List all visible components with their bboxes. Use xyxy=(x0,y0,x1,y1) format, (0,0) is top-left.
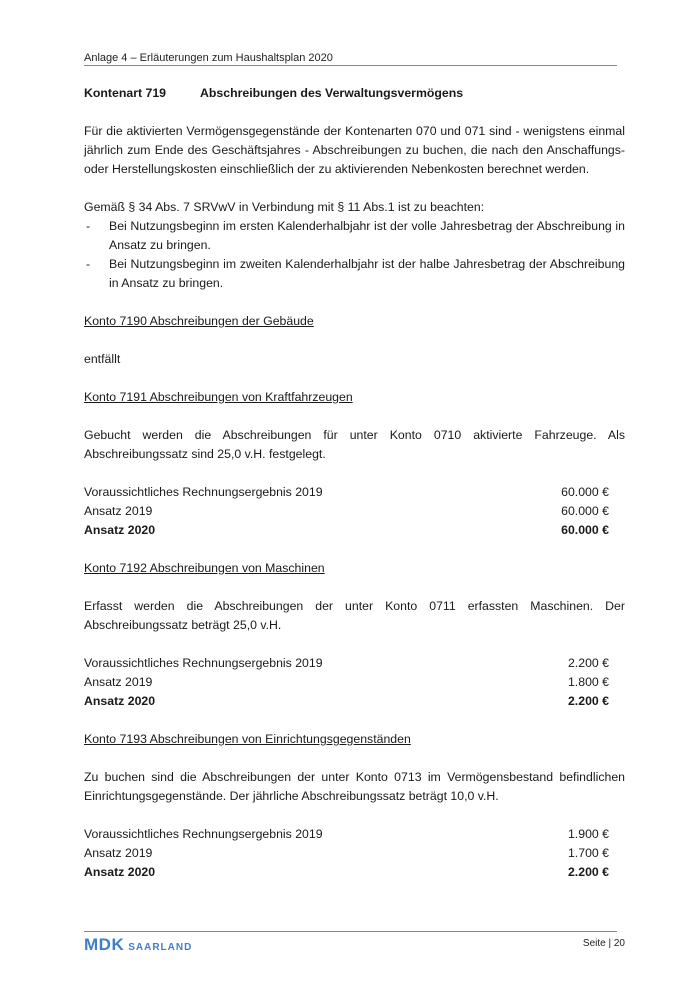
table-row: Ansatz 2019 1.700 € xyxy=(84,846,609,860)
table-row: Ansatz 2020 2.200 € xyxy=(84,865,609,879)
table-row: Voraussichtliches Rechnungsergebnis 2019 1.900 € xyxy=(84,827,609,841)
header-divider xyxy=(84,65,617,66)
kontenart-label: Kontenart 719 xyxy=(84,86,167,100)
table-row: Ansatz 2020 2.200 € xyxy=(84,694,609,708)
table-row: Voraussichtliches Rechnungsergebnis 2019 2.200 € xyxy=(84,656,609,670)
running-header: Anlage 4 – Erläuterungen zum Haushaltsplan 2020 xyxy=(84,52,333,64)
list-item: - Bei Nutzungsbeginn im zweiten Kalenderhalbjahr ist der halbe Jahresbetrag der Abschreibung in Ansatz zu bringen. xyxy=(86,257,625,290)
konto-7190-text: entfällt xyxy=(84,352,121,366)
konto-7190-heading: Konto 7190 Abschreibungen der Gebäude xyxy=(84,314,314,328)
footer-divider xyxy=(84,931,617,932)
table-row: Ansatz 2019 1.800 € xyxy=(84,675,609,689)
logo-sub-text: SAARLAND xyxy=(128,942,193,953)
rule-lead: Gemäß § 34 Abs. 7 SRVwV in Verbindung mit § 11 Abs.1 ist zu beachten: xyxy=(84,200,485,214)
konto-7191-heading: Konto 7191 Abschreibungen von Kraftfahrzeugen xyxy=(84,390,353,404)
list-item: - Bei Nutzungsbeginn im ersten Kalenderhalbjahr ist der volle Jahresbetrag der Abschreibung in Ansatz zu bringen. xyxy=(86,219,625,252)
intro-paragraph: Für die aktivierten Vermögensgegenstände der Kontenarten 070 und 071 sind - wenigstens einmal jährlich zum Ende des Geschäftsjahres - Abschreibungen zu buchen, die nach den Anschaffungs- oder Herstellungskosten einschließlich der zu aktivierenden Nebenkosten berechnet werden. xyxy=(84,124,625,176)
table-row: Ansatz 2019 60.000 € xyxy=(84,504,609,518)
table-row: Voraussichtliches Rechnungsergebnis 2019 60.000 € xyxy=(84,485,609,499)
page-number: Seite | 20 xyxy=(582,938,625,949)
kontenart-heading xyxy=(84,84,625,103)
konto-7191-text: Gebucht werden die Abschreibungen für unter Konto 0710 aktivierte Fahrzeuge. Als Abschreibungssatz sind 25,0 v.H. festgelegt. xyxy=(84,428,625,461)
rule-list xyxy=(84,217,625,293)
logo-main-text: MDK xyxy=(84,935,125,954)
konto-7193-text: Zu buchen sind die Abschreibungen der unter Konto 0713 im Vermögensbestand befindlichen Einrichtungsgegenstände. Der jährliche Abschreibungssatz beträgt 10,0 v.H. xyxy=(84,770,625,803)
mdk-saarland-logo xyxy=(84,935,192,955)
konto-7192-heading: Konto 7192 Abschreibungen von Maschinen xyxy=(84,561,325,575)
page-content xyxy=(84,84,625,882)
table-row: Ansatz 2020 60.000 € xyxy=(84,523,609,537)
konto-7192-text: Erfasst werden die Abschreibungen der unter Konto 0711 erfassten Maschinen. Der Abschreibungssatz beträgt 25,0 v.H. xyxy=(84,599,625,632)
kontenart-title: Abschreibungen des Verwaltungsvermögens xyxy=(200,86,464,100)
konto-7193-heading: Konto 7193 Abschreibungen von Einrichtungsgegenständen xyxy=(84,732,411,746)
